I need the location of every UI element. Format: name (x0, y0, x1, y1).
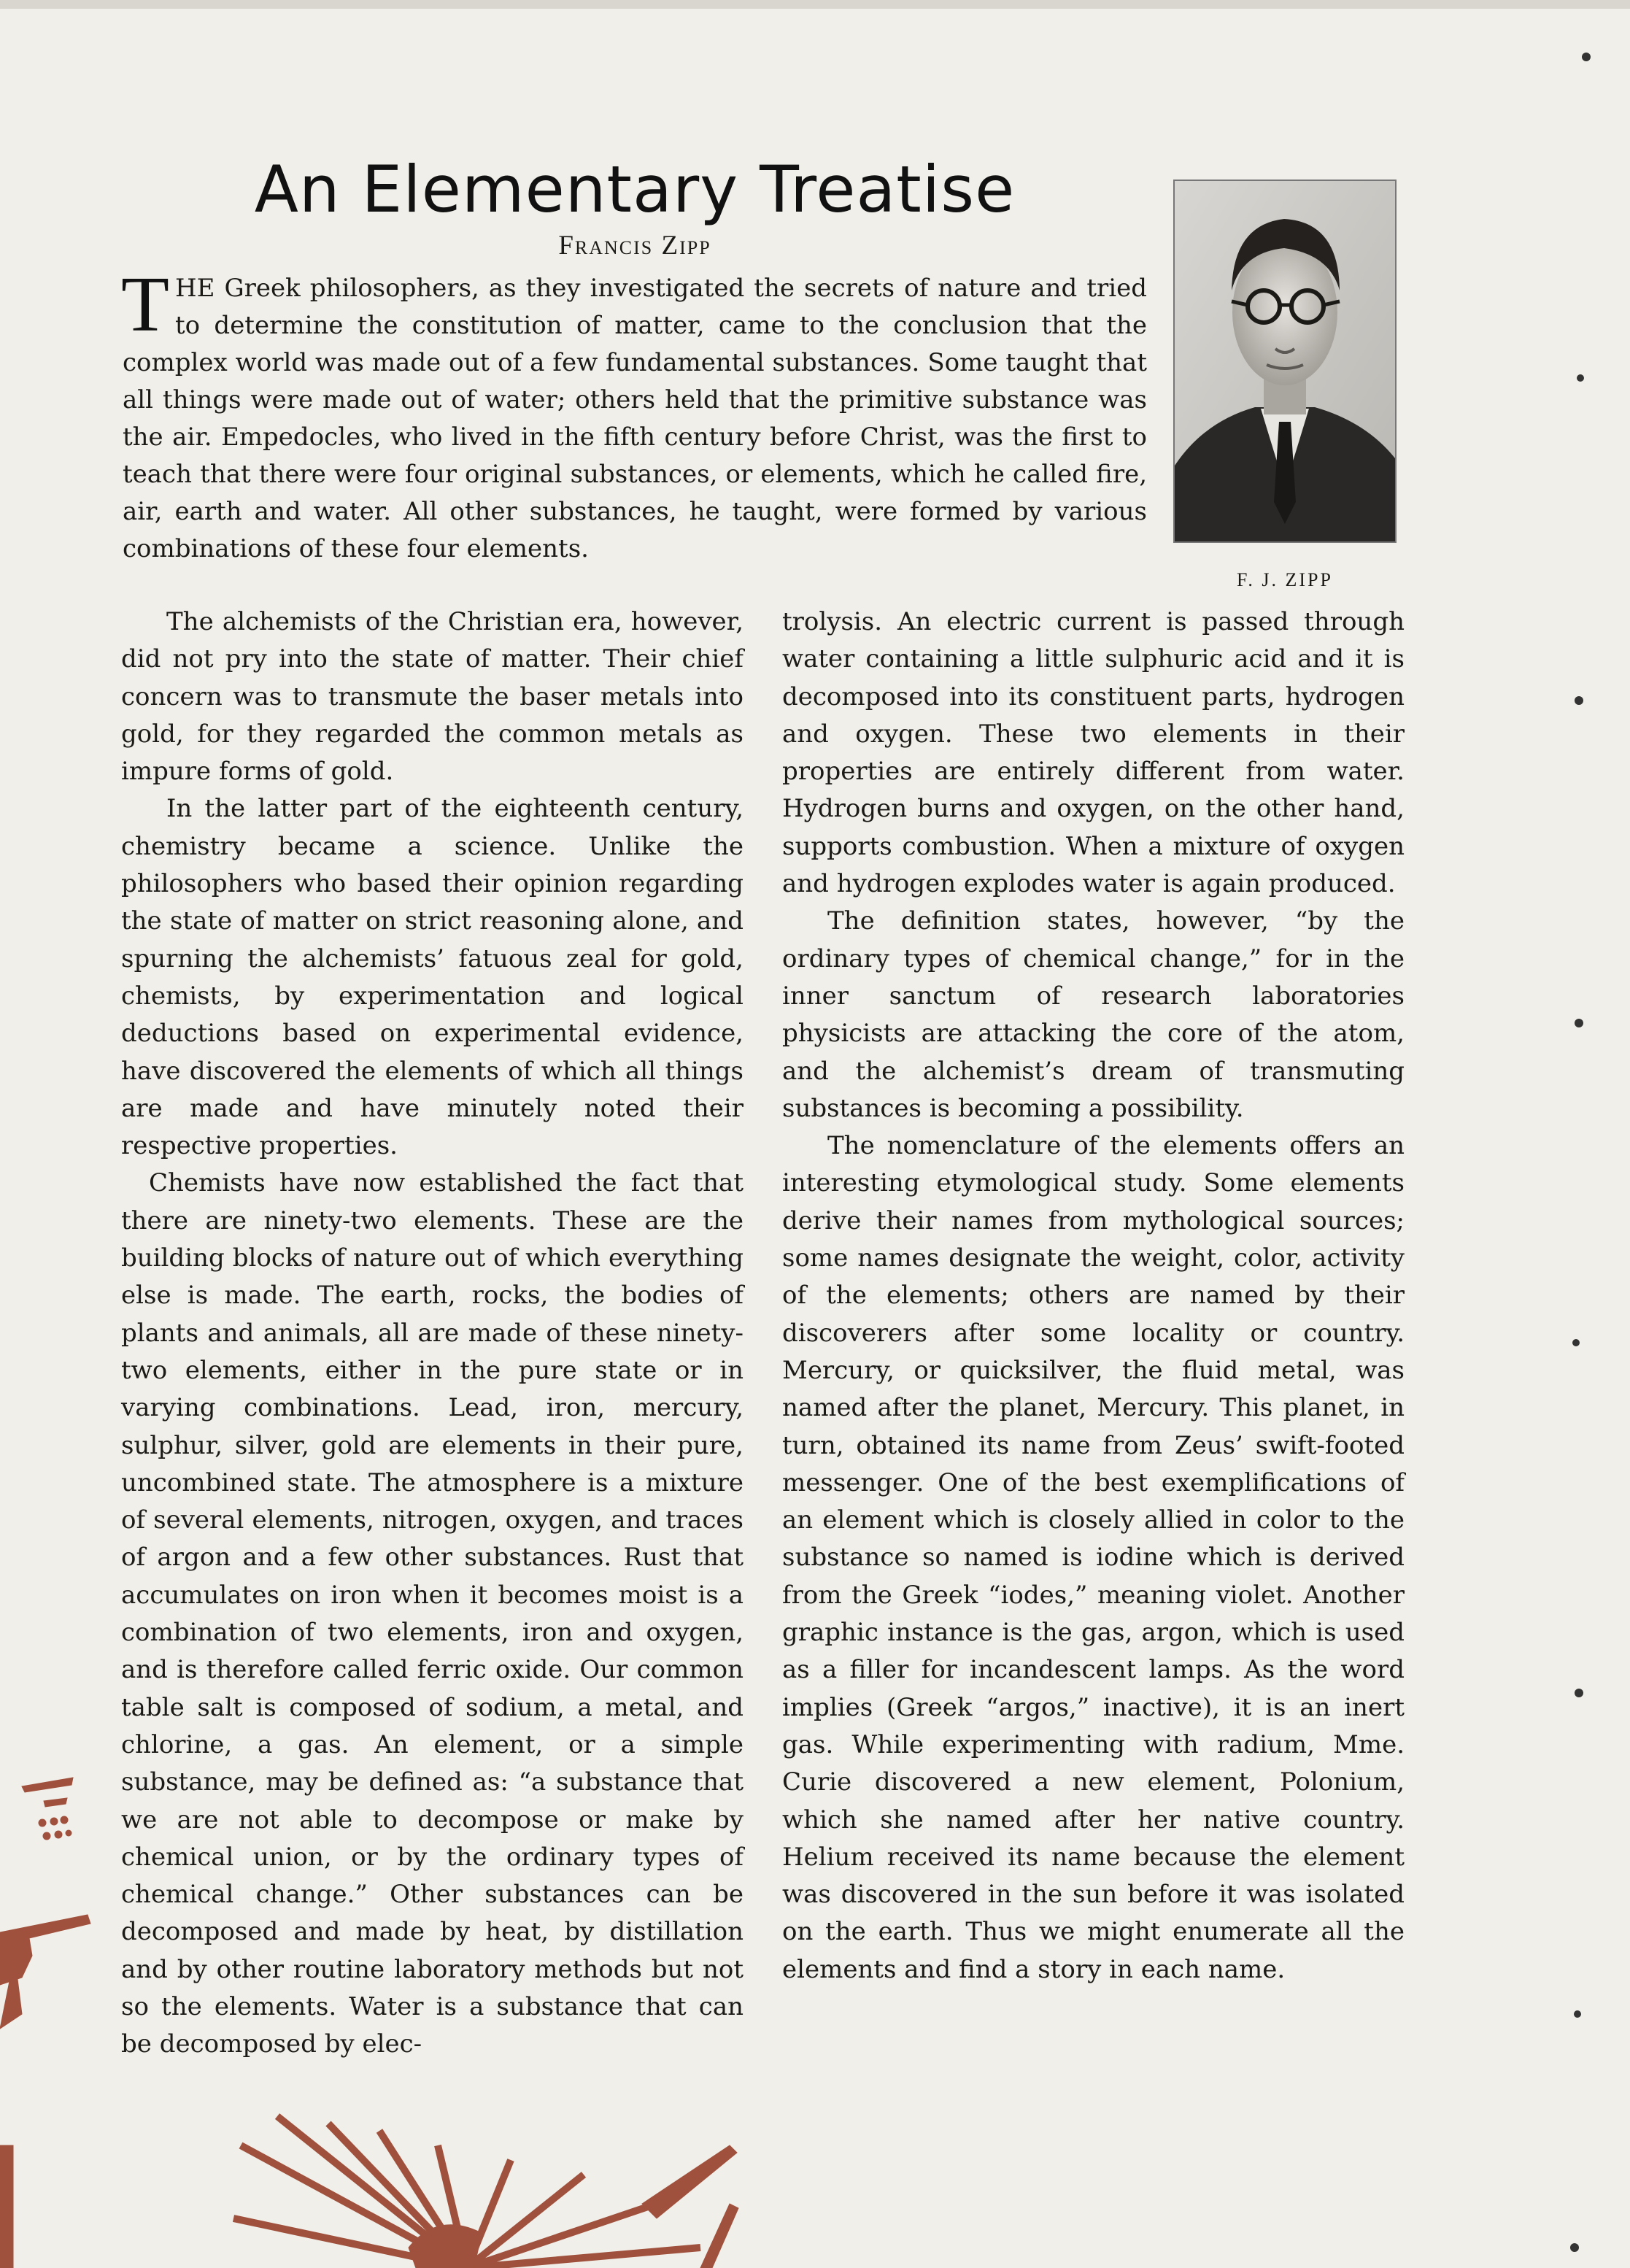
article-title: An Elementary Treatise (254, 152, 1016, 227)
paragraph: trolysis. An electric current is passed through water containing a little sulphuric acid and it is decomposed into its constituent parts, hydrogen and oxygen. These two elements in their properties are entirely different from water. Hydrogen burns and oxygen, on the other hand, supports combustion. When a mixture of oxygen and hydrogen explodes water is again produced. (782, 607, 1405, 899)
paragraph: The nomenclature of the elements offers an interesting etymological study. Some elements derive their names from mythological sources; some names designate the weight, color, activity of the elements; others are named by their discoverers after some locality or country. Mercury, or quicksilver, the fluid metal, was named after the planet, Mercury. This planet, in turn, obtained its name from Zeus’ swift-footed messenger. One of the best exemplifications of an element which is closely allied in color to the substance so named is iodine which is derived from the Greek “iodes,” meaning violet. Another graphic instance is the gas, argon, which is used as a filler for incandescent lamps. As the word implies (Greek “argos,” inactive), it is an inert gas. While experimenting with radium, Mme. Curie discovered a new element, Polonium, which she named after her native country. Helium received its name because the element was discovered in the sun before it was isolated on the earth. Thus we might enumerate all the elements and find a story in each name. (782, 1131, 1405, 1984)
paragraph: In the latter part of the eighteenth century, chemistry became a science. Unlike the philosophers who based their opinion regarding the state of matter on strict reasoning alone, and spurning the alchemists’ fatuous zeal for gold, chemists, by experimentation and logical deductions based on experimental evidence, have discovered the elements of which all things are made and have minutely noted their respective properties. (121, 794, 743, 1161)
intro-text: HE Greek philosophers, as they investigated the secrets of nature and tried to determine the constitution of matter, came to the conclusion that the complex world was made out of a few fundamental substances. Some taught that all things were made out of water; others held that the primitive substance was the air. Empedocles, who lived in the fifth century before Christ, was the first to teach that there were four original substances, or elements, which he called fire, air, earth and water. All other substances, he taught, were formed by various combinations of these four elements. (123, 274, 1147, 563)
portrait-icon (1175, 181, 1395, 541)
right-column (782, 603, 1405, 1989)
article-author: Francis Zipp (558, 231, 711, 261)
paragraph: The definition states, however, “by the ordinary types of chemical change,” for in the inner sanctum of research laboratories physicists are attacking the core of the atom, and the alchemist’s dream of transmuting substances is becoming a possibility. (782, 906, 1405, 1123)
binder-hole-marks-icon (1561, 29, 1630, 2262)
paragraph: Chemists have now established the fact that there are ninety-two elements. These are the building blocks of nature out of which everything else is made. The earth, rocks, the bodies of plants and animals, all are made of these ninety-two elements, either in the pure state or in varying combinations. Lead, iron, mercury, sulphur, silver, gold are elements in their pure, uncombined state. The atmosphere is a mixture of several elements, nitrogen, oxygen, and traces of argon and a few other substances. Rust that accumulates on iron when it becomes moist is a combination of two elements, iron and oxygen, and is therefore called ferric oxide. Our common table salt is composed of sodium, a metal, and chlorine, a gas. An element, or a simple substance, may be defined as: “a substance that we are not able to decompose or make by chemical union, or by the ordinary types of chemical change.” Other substances can be decomposed and made by heat, by distillation and by other routine laboratory methods but not so the elements. Water is a substance that can be decomposed by elec- (121, 1168, 743, 2059)
photo-caption: F. J. ZIPP (1237, 569, 1333, 590)
decorative-ornament-icon (0, 1737, 803, 2268)
intro-paragraph (121, 261, 1147, 568)
author-portrait-photo (1173, 180, 1397, 543)
drop-cap: T (121, 261, 169, 348)
paragraph: The alchemists of the Christian era, however, did not pry into the state of matter. Their chief concern was to transmute the baser metals into gold, for they regarded the common metals as impure forms of gold. (121, 607, 743, 787)
page-top-edge (0, 0, 1630, 9)
